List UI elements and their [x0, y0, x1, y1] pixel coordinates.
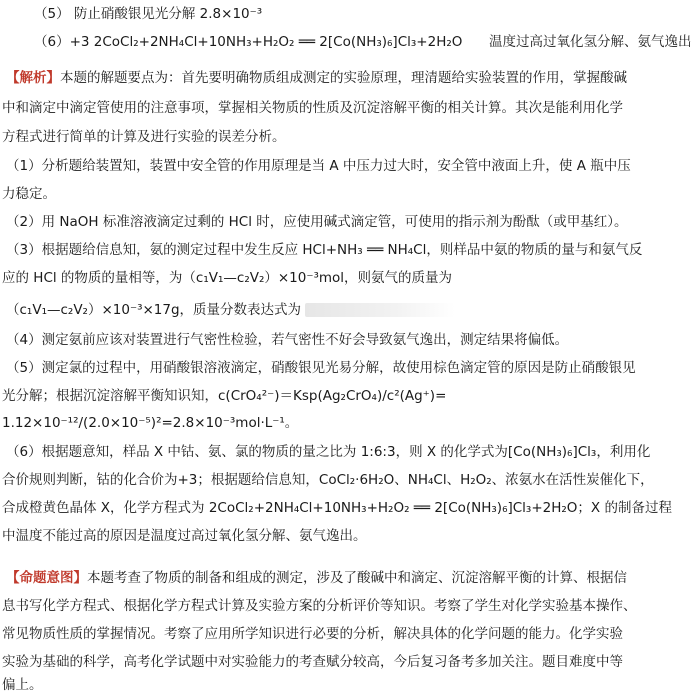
- intent-line-4: 偏上。: [2, 677, 43, 693]
- analysis-tag: 【解析】: [6, 70, 60, 86]
- answer-6-equation: （6）+3 2CoCl₂+2NH₄Cl+10NH₃+H₂O₂ ══ 2[Co(NH₃)₆]Cl₃+2H₂O: [34, 34, 463, 50]
- analysis-text-0: 本题的解题要点为：首先要明确物质组成测定的实验原理，理清题给实验装置的作用，掌握酸碱: [60, 70, 627, 86]
- analysis-line-4: 力稳定。: [2, 186, 56, 202]
- analysis-line-0: [0, 68, 650, 88]
- analysis-line-6: （3）根据题给信息知，氨的测定过程中发生反应 HCl+NH₃ ══ NH₄Cl，则样品中氨的物质的量与和氨气反: [6, 242, 643, 258]
- answer-6-reason: 温度过高过氧化氢分解、氨气逸出: [488, 34, 691, 50]
- analysis-line-16: 中温度不能过高的原因是温度过高过氧化氢分解、氨气逸出。: [2, 528, 367, 544]
- intent-line-0: [0, 568, 650, 588]
- analysis-line-5: （2）用 NaOH 标准溶液滴定过剩的 HCl 时，应使用碱式滴定管，可使用的指示剂为酚酞（或甲基红）。: [6, 214, 628, 230]
- analysis-line-8: [0, 300, 650, 320]
- intent-tag: 【命题意图】: [6, 570, 87, 586]
- analysis-line-1: 中和滴定中滴定管使用的注意事项，掌握相关物质的性质及沉淀溶解平衡的相关计算。其次是能利用化学: [2, 100, 623, 116]
- intent-text-0: 本题考查了物质的制备和组成的测定，涉及了酸碱中和滴定、沉淀溶解平衡的计算、根据信: [87, 570, 627, 586]
- answer-5: （5） 防止硝酸银见光分解 2.8×10⁻³: [34, 6, 263, 22]
- intent-line-2: 常见物质性质的掌握情况。考察了应用所学知识进行必要的分析，解决具体的化学问题的能力。化学实验: [2, 626, 623, 642]
- analysis-line-15: 合成橙黄色晶体 X，化学方程式为 2CoCl₂+2NH₄Cl+10NH₃+H₂O₂ ══ 2[Co(NH₃)₆]Cl₃+2H₂O；X 的制备过程: [2, 500, 672, 516]
- analysis-line-3: （1）分析题给装置知，装置中安全管的作用原理是当 A 中压力过大时，安全管中液面上升，使 A 瓶中压: [6, 158, 631, 174]
- analysis-text-8: （c₁V₁—c₂V₂）×10⁻³×17g，质量分数表达式为: [6, 302, 302, 318]
- analysis-line-7: 应的 HCl 的物质的量相等，为（c₁V₁—c₂V₂）×10⁻³mol，则氨气的质量为: [2, 270, 453, 286]
- analysis-line-11: 光分解；根据沉淀溶解平衡知识知，c(CrO₄²⁻)＝Ksp(Ag₂CrO₄)/c²(Ag⁺)=: [2, 388, 447, 404]
- analysis-line-9: （4）测定氨前应该对装置进行气密性检验，若气密性不好会导致氨气逸出，测定结果将偏低。: [6, 332, 569, 348]
- intent-line-3: 实验为基础的科学，高考化学试题中对实验能力的考查赋分较高，今后复习备考多加关注。题目难度中等: [2, 654, 623, 670]
- analysis-line-12: 1.12×10⁻¹²/(2.0×10⁻⁵)²=2.8×10⁻³mol·L⁻¹。: [2, 415, 299, 431]
- analysis-line-13: （6）根据题意知，样品 X 中钴、氨、氯的物质的量之比为 1:6:3，则 X 的化学式为[Co(NH₃)₆]Cl₃，利用化: [6, 444, 651, 460]
- answer-6: [0, 32, 691, 52]
- analysis-line-2: 方程式进行简单的计算及进行实验的误差分析。: [2, 129, 286, 145]
- analysis-line-14: 合价规则判断，钴的化合价为+3；根据题给信息知，CoCl₂·6H₂O、NH₄Cl、H₂O₂、浓氨水在活性炭催化下，: [2, 472, 654, 488]
- mass-fraction-formula: [305, 303, 455, 317]
- intent-line-1: 息书写化学方程式、根据化学方程式计算及实验方案的分析评价等知识。考察了学生对化学实验基本操作、: [2, 598, 637, 614]
- analysis-line-10: （5）测定氯的过程中，用硝酸银溶液滴定，硝酸银见光易分解，故使用棕色滴定管的原因是防止硝酸银见: [6, 360, 636, 376]
